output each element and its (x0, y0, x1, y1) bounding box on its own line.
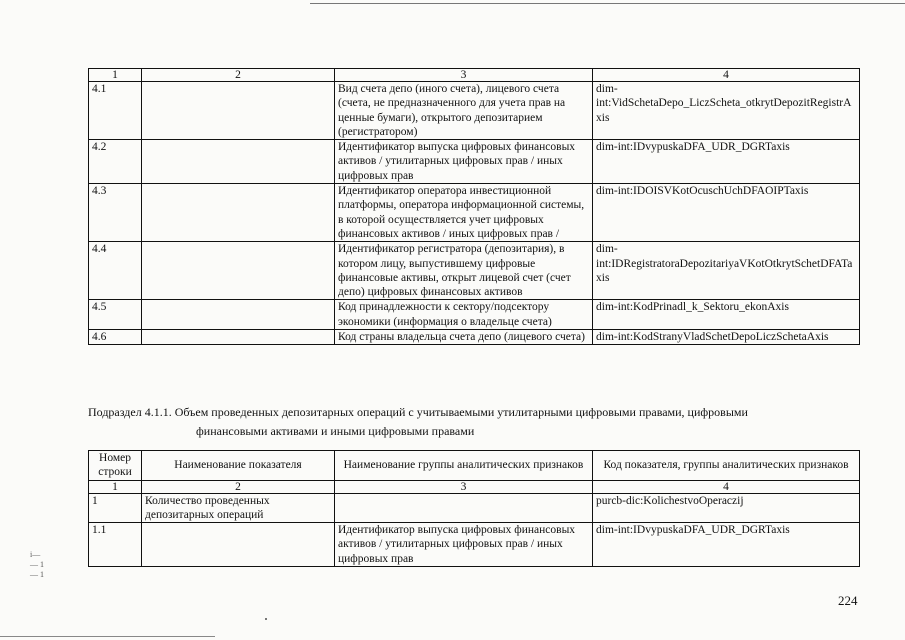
margin-mark: — 1 (30, 560, 44, 569)
top-rule (310, 3, 905, 4)
analytic-group-name: Идентификатор оператора инвестиционной платформы, оператора информационной системы, в которой осуществляется учет цифровых финансовых активов / иных цифровых прав / (335, 184, 593, 242)
header-row (89, 451, 860, 481)
analytic-group-name: Вид счета депо (иного счета), лицевого счета (счета, не предназначенного для учета прав на ценные бумаги), открытого депозитарием (регистратором) (335, 82, 593, 140)
scan-speck (265, 618, 267, 620)
column-number-2: 2 (142, 69, 335, 82)
column-number-3: 3 (335, 69, 593, 82)
indicator-code: dim-int:KodPrinadl_k_Sektoru_ekonAxis (593, 300, 860, 330)
indicator-name (142, 300, 335, 330)
column-number-2: 2 (142, 480, 335, 493)
indicator-name (142, 184, 335, 242)
row-number: 1.1 (89, 523, 142, 567)
indicator-code: dim-int:IDvypuskaDFA_UDR_DGRTaxis (593, 140, 860, 184)
header-indicator-code: Код показателя, группы аналитических признаков (593, 451, 860, 481)
table-row (89, 184, 860, 242)
analytic-group-name (335, 493, 593, 523)
header-indicator-name: Наименование показателя (142, 451, 335, 481)
table-row (89, 82, 860, 140)
margin-mark: і— (30, 550, 41, 559)
row-number: 4.6 (89, 330, 142, 345)
indicator-table-continued (88, 68, 860, 345)
margin-marks (30, 550, 44, 580)
table-row (89, 242, 860, 300)
column-number-1: 1 (89, 69, 142, 82)
table-row (89, 523, 860, 567)
column-number-4: 4 (593, 69, 860, 82)
row-number: 4.3 (89, 184, 142, 242)
indicator-code: dim-int:VidSchetaDepo_LiczScheta_otkrytDepozitRegistrAxis (593, 82, 860, 140)
analytic-group-name: Код страны владельца счета депо (лицевого счета) (335, 330, 593, 345)
column-number-4: 4 (593, 480, 860, 493)
indicator-name (142, 330, 335, 345)
depository-operations-table (88, 450, 860, 567)
column-number-1: 1 (89, 480, 142, 493)
analytic-group-name: Идентификатор регистратора (депозитария), в котором лицу, выпустившему цифровые финансовые активы, открыт лицевой счет (счет депо) цифровых финансовых активов (335, 242, 593, 300)
table-row (89, 140, 860, 184)
header-row-number: Номер строки (89, 451, 142, 481)
header-analytic-group-name: Наименование группы аналитических признаков (335, 451, 593, 481)
row-number: 1 (89, 493, 142, 523)
indicator-code: purcb-dic:KolichestvoOperaczij (593, 493, 860, 523)
indicator-name (142, 82, 335, 140)
table-row (89, 330, 860, 345)
row-number: 4.5 (89, 300, 142, 330)
bottom-rule (0, 636, 215, 637)
margin-mark: — 1 (30, 570, 44, 579)
indicator-name (142, 140, 335, 184)
table-row (89, 493, 860, 523)
indicator-name (142, 242, 335, 300)
column-number-3: 3 (335, 480, 593, 493)
page-number: 224 (838, 593, 858, 608)
indicator-name: Количество проведенных депозитарных операций (142, 493, 335, 523)
indicator-code: dim-int:KodStranyVladSchetDepoLiczSchetaAxis (593, 330, 860, 345)
row-number: 4.4 (89, 242, 142, 300)
indicator-name (142, 523, 335, 567)
subsection-title-line-1: Подраздел 4.1.1. Объем проведенных депозитарных операций с учитываемыми утилитарными цифровыми правами, цифровыми (88, 405, 748, 419)
indicator-code: dim-int:IDOISVKotOcuschUchDFAOIPTaxis (593, 184, 860, 242)
column-number-row (89, 69, 860, 82)
analytic-group-name: Идентификатор выпуска цифровых финансовых активов / утилитарных цифровых прав / иных цифровых прав (335, 140, 593, 184)
analytic-group-name: Идентификатор выпуска цифровых финансовых активов / утилитарных цифровых прав / иных цифровых прав (335, 523, 593, 567)
indicator-code: dim-int:IDvypuskaDFA_UDR_DGRTaxis (593, 523, 860, 567)
indicator-code: dim-int:IDRegistratoraDepozitariyaVKotOtkrytSchetDFATaxis (593, 242, 860, 300)
subsection-heading (88, 403, 863, 441)
row-number: 4.2 (89, 140, 142, 184)
table-row (89, 300, 860, 330)
analytic-group-name: Код принадлежности к сектору/подсектору экономики (информация о владельце счета) (335, 300, 593, 330)
column-number-row (89, 480, 860, 493)
row-number: 4.1 (89, 82, 142, 140)
subsection-title-line-2: финансовыми активами и иными цифровыми правами (196, 424, 475, 438)
